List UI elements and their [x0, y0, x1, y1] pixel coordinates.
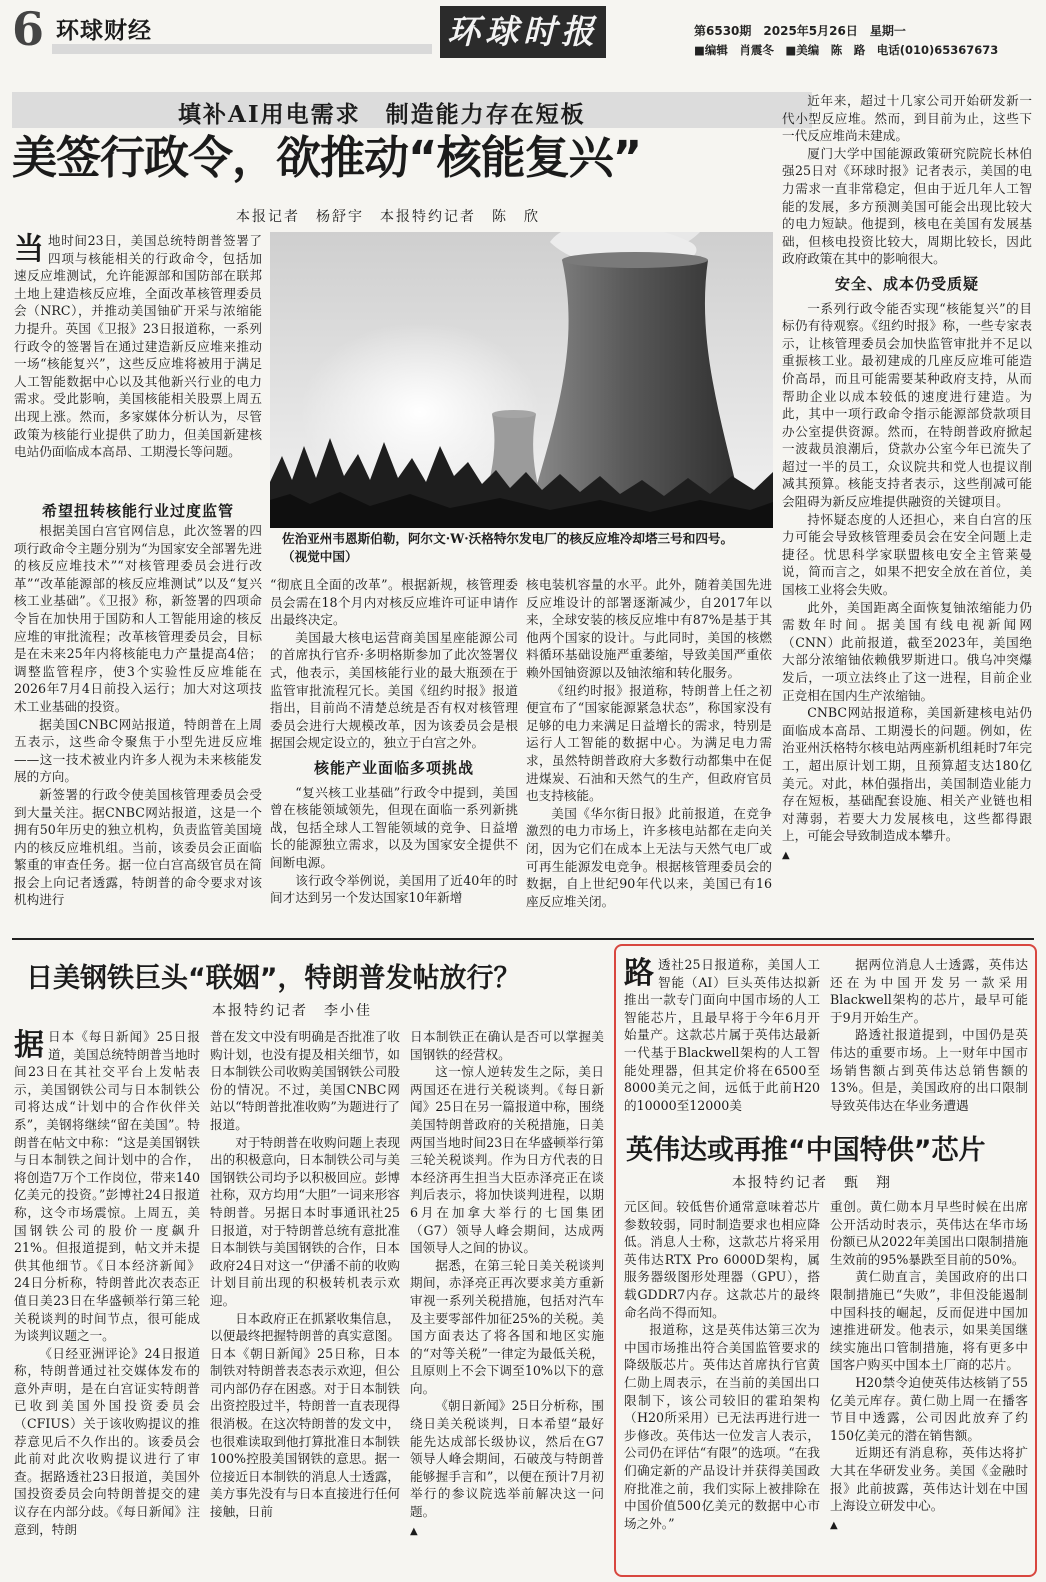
article2-col1: [14, 1028, 200, 1578]
article2-col3: [410, 1028, 604, 1578]
paragraph: 报道称，这是英伟达第三次为中国市场推出符合美国监管要求的降级版芯片。英伟达首席执行官黄仁勋上周表示，在当前的美国出口限制下，该公司较旧的霍珀架构（H20所采用）已无法再进行进一步修改。英伟达一位发言人表示，公司仍在评估“有限”的选项。“在我们确定新的产品设计并获得美国政府批准之前，我们实际上被排除在中国价值500亿美元的数据中心市场之外。”: [624, 1322, 820, 1531]
article1-headline: 美签行政令，欲推动“核能复兴”: [12, 131, 642, 184]
section-divider: [12, 938, 1034, 940]
paragraph: 普在发文中没有明确是否批准了收购计划，也没有提及相关细节，如日本制铁公司收购美国钢铁公司股份的情况。不过，美国CNBC网站以“特朗普批准收购”为题进行了报道。: [210, 1029, 400, 1132]
paragraph: 该行政令举例说，美国用了近40年的时间才达到另一个发达国家10年新增: [270, 872, 518, 906]
article1-col2: [270, 576, 518, 930]
paragraph: 日本《每日新闻》25日报道，美国总统特朗普当地时间23日在其社交平台上发帖表示，美国钢铁公司与日本制铁公司将达成“计划中的合作伙伴关系”，美钢将继续“留在美国”。特朗普在帖文中称：“这是美国钢铁与日本制铁之间计划中的合作，将创造7万个工作岗位，带来140亿美元的投资。”彭博社24日报道称，这令市场震惊。上周五，美国钢铁公司的股价一度飙升21%。但报道提到，帖文并未提供其他细节。《日本经济新闻》24日分析称，特朗普此次表态正值日美23日在华盛顿举行第三轮关税谈判的时间节点，很可能成为谈判议题之一。: [14, 1029, 200, 1344]
paragraph: 日本制铁正在确认是否可以掌握美国钢铁的经营权。: [410, 1029, 604, 1062]
section-title: 环球财经: [56, 18, 152, 44]
article1-dropcap: 当: [14, 232, 44, 267]
paragraph: 此外，美国距离全面恢复铀浓缩能力仍需数年时间。据美国有线电视新闻网（CNN）此前报道，截至2023年，美国绝大部分浓缩铀依赖俄罗斯进口。俄乌冲突爆发后，一项立法终止了这一进程，目前企业正竞相在国内生产浓缩铀。: [782, 599, 1032, 703]
article3-col2: [830, 1198, 1028, 1570]
end-mark: ▲: [410, 1525, 418, 1537]
article1-subhead-1: 希望扭转核能行业过度监管: [41, 502, 234, 520]
article1-col3: [526, 576, 772, 930]
paragraph: 黄仁勋直言，美国政府的出口限制措施已“失败”，非但没能遏制中国科技的崛起，反而促进中国加速推进研发。他表示，如果美国继续实施出口管制措施，将有更多中国客户购买中国本土厂商的芯片。: [830, 1269, 1028, 1373]
paragraph: 日本政府正在抓紧收集信息，以便最终把握特朗普的真实意图。日本《朝日新闻》25日称，日本制铁对特朗普表态表示欢迎，但公司内部仍存在困惑。对于日本制铁出资控股过半，特朗普一直表现得很消极。在这次特朗普的发文中，也很难读取到他打算批准日本制铁100%控股美国钢铁的意思。据一位接近日本制铁的消息人士透露，美方事先没有与日本直接进行任何接触，日前: [210, 1310, 400, 1520]
article1-subhead-3: 安全、成本仍受质疑: [834, 274, 979, 293]
article1-col1-bottom: [14, 522, 262, 930]
article3-byline: 本报特约记者 甄 翔: [732, 1175, 892, 1191]
paragraph: 美国《华尔街日报》此前报道，在竞争激烈的电力市场上，许多核电站都在走向关闭，因为它们在成本上无法与天然气电厂或可再生能源发电竞争。根据核管理委员会的数据，自上世纪90年代以来，美国已有16座反应堆关闭。: [526, 805, 772, 909]
paragraph: 持怀疑态度的人还担心，来自白宫的压力可能会导致核管理委员会在安全问题上走捷径。忧思科学家联盟核电安全主管莱曼说，简而言之，如果不把安全放在首位，美国核工业将会失败。: [782, 511, 1032, 598]
paragraph: 对于特朗普在收购问题上表现出的积极意向，日本制铁公司与美国钢铁公司均予以积极回应。彭博社称，双方均用“大胆”一词来形容特朗普。另据日本时事通讯社25日报道，对于特朗普总统有意批准日本制铁与美国钢铁的合作，日本政府24日对这一“伊潘不前的收购计划目前出现的积极转机表示欢迎。: [210, 1134, 400, 1308]
paragraph: 近年来，超过十几家公司开始研发新一代小型反应堆。然而，到目前为止，这些下一代反应堆尚未建成。: [782, 93, 1032, 144]
end-mark: ▲: [782, 849, 790, 861]
article2-col2: [210, 1028, 400, 1578]
article2-headline: 日美钢铁巨头“联姻”，特朗普发帖放行？: [26, 963, 521, 994]
paragraph: H20禁令迫使英伟达核销了55亿美元库存。黄仁勋上周一在播客节目中透露，公司因此放弃了约150亿美元的潜在销售额。: [830, 1374, 1028, 1443]
paragraph: 一系列行政令能否实现“核能复兴”的目标仍有待观察。《纽约时报》称，一些专家表示，让核管理委员会加快监管审批并不足以重振核工业。最初建成的几座反应堆可能造价高昂，而且可能需要某种政府支持，从而帮助企业以成本较低的速度进行建造。为此，其中一项行政命令指示能源部贷款项目办公室提供资源。然而，在特朗普政府掀起一波裁员浪潮后，贷款办公室今年已流失了超过一半的员工，众议院共和党人也提议削减其预算。核能支持者表示，这些削减可能会阻碍为新反应堆提供融资的关键项目。: [782, 300, 1032, 510]
editor-line: ■编辑 肖震冬 ■美编 陈 路 电话(010)65367673: [694, 43, 999, 57]
cooling-tower-photo: [270, 232, 773, 528]
newspaper-logo: 环球时报: [440, 6, 606, 58]
paragraph: 《朝日新闻》25日分析称，围绕日美关税谈判，日本希望“最好能先达成部长级协议，然后在G7领导人峰会期间，石破茂与特朗普能够握手言和”，以便在预计7月初举行的参议院选举前解决这一问题。: [410, 1398, 604, 1520]
issue-line: 第6530期 2025年5月26日 星期一: [694, 24, 906, 38]
paragraph: 美国最大核电运营商美国星座能源公司的首席执行官乔·多明格斯参加了此次签署仪式，他表示，美国核能行业的最大瓶颈在于监管审批流程冗长。美国《纽约时报》报道指出，目前尚不清楚总统是否有权对核管理委员会进行大规模改革，因为该委员会是根据国会规定设立的，独立于白宫之外。: [270, 629, 518, 751]
article3-headline: 英伟达或再推“中国特供”芯片: [626, 1135, 986, 1166]
article3-dropcap: 路: [624, 956, 654, 991]
paragraph: CNBC网站报道称，美国新建核电站仍面临成本高昂、工期漫长的问题。例如，佐治亚州沃格特尔核电站两座新机组耗时7年完工，超出原计划工期，且预算超支达180亿美元。对此，林伯强指出，美国制造业能力存在短板，基础配套设施、相关产业链也相对薄弱，若要大力发展核电，这些都得跟上，可能会导致制造成本攀升。: [782, 705, 1032, 844]
paragraph: 近期还有消息称，英伟达将扩大其在华研发业务。美国《金融时报》此前披露，英伟达计划在中国上海设立研发中心。: [830, 1445, 1028, 1514]
article1-col1-top: [14, 232, 262, 494]
article1-col4: [782, 92, 1032, 930]
paragraph: “复兴核工业基础”行政令中提到，美国曾在核能领域领先，但现在面临一系列新挑战，包括全球人工智能领域的竞争、日益增长的能源独立需求，以及为国家安全提供不间断电源。: [270, 784, 518, 870]
paragraph: 元区间。较低售价通常意味着芯片参数较弱，同时制造要求也相应降低。消息人士称，这款芯片将采用英伟达RTX Pro 6000D架构，属服务器级图形处理器（GPU），搭载GDDR7内存。这款芯片的最终命名尚不得而知。: [624, 1199, 820, 1320]
article1-byline: 本报记者 杨舒宇 本报特约记者 陈 欣: [236, 209, 540, 225]
paragraph: 路透社报道提到，中国仍是英伟达的重要市场。上一财年中国市场销售额占到英伟达总销售额的13%。但是，美国政府的出口限制导致英伟达在华业务遭遇: [830, 1027, 1028, 1113]
photo-caption: 佐治亚州韦恩斯伯勒，阿尔文·W·沃格特尔发电厂的核反应堆冷却塔三号和四号。 （视觉中国）: [282, 531, 778, 564]
paragraph: 据美国CNBC网站报道，特朗普在上周五表示，这些命令聚焦于小型先进反应堆——这一技术被业内许多人视为未来核能发展的方向。: [14, 716, 262, 785]
paragraph: 《日经亚洲评论》24日报道称，特朗普通过社交媒体发布的意外声明，是在白宫证实特朗普已收到美国外国投资委员会（CFIUS）关于该收购提议的推荐意见后不久作出的。该委员会此前对此次收购提议进行了审查。据路透社23日报道，美国外国投资委员会向特朗普提交的建议存在内部分歧。《每日新闻》注意到，特朗: [14, 1345, 200, 1537]
paragraph: 新签署的行政令使美国核管理委员会受到大量关注。据CNBC网站报道，这是一个拥有50年历史的独立机构，负责监管美国境内的核反应堆机组。当前，该委员会正面临繁重的审查任务。据一位白宫高级官员在简报会上向记者透露，特朗普的命令要求对该机构进行: [14, 786, 262, 908]
article2-byline: 本报特约记者 李小佳: [212, 1003, 372, 1019]
cooling-tower-image: [270, 232, 773, 528]
paragraph: 透社25日报道称，美国人工智能（AI）巨头英伟达拟新推出一款专门面向中国市场的人工智能芯片，且最早将于今年6月开始量产。这款芯片属于英伟达最新一代基于Blackwell架构的人工智能处理器，但其定价将在6500至8000美元之间，远低于此前H20的10000至12000美: [624, 957, 820, 1113]
article2-dropcap: 据: [14, 1028, 44, 1063]
header-gray-band: [52, 44, 432, 54]
article3-top-col2: [830, 956, 1028, 1124]
article1-subhead-2: 核能产业面临多项挑战: [313, 758, 474, 777]
page-number: 6: [12, 2, 45, 56]
article3-top-col1: [624, 956, 820, 1124]
header-bar: [0, 0, 1046, 68]
paragraph: 厦门大学中国能源政策研究院院长林伯强25日对《环球时报》记者表示，美国的电力需求一直非常稳定，但由于近几年人工智能的发展，多方预测美国可能会出现比较大的电力短缺。他提到，核电在美国有发展基础，但核电投资比较大，周期比较长，因此政府政策在其中的影响很大。: [782, 145, 1032, 267]
paragraph: 重创。黄仁勋本月早些时候在出席公开活动时表示，英伟达在华市场份额已从2022年美国出口限制措施生效前的95%暴跌至目前的50%。: [830, 1199, 1028, 1267]
paragraph: 这一惊人逆转发生之际，美日两国还在进行关税谈判。《每日新闻》25日在另一篇报道中称，围绕美国特朗普政府的关税措施，日美两国当地时间23日在华盛顿举行第三轮关税谈判。作为日方代表的日本经济再生担当大臣赤泽亮正在谈判后表示，将加快谈判进程，以期6月在加拿大举行的七国集团（G7）领导人峰会期间，达成两国领导人之间的协议。: [410, 1064, 604, 1256]
paragraph: 《纽约时报》报道称，特朗普上任之初便宣布了“国家能源紧急状态”，称国家没有足够的电力来满足日益增长的需求，特别是运行人工智能的数据中心。为满足电力需求，虽然特朗普政府大多数行动都集中在促进煤炭、石油和天然气的生产，但政府官员也支持核能。: [526, 682, 772, 804]
paragraph: 核电装机容量的水平。此外，随着美国先进反应堆设计的部署逐渐减少，自2017年以来，全球安装的核反应堆中有87%是基于其他两个国家的设计。与此同时，美国的核燃料循环基础设施严重萎缩，导致美国严重依赖外国铀资源以及铀浓缩和转化服务。: [526, 577, 772, 680]
paragraph: 据两位消息人士透露，英伟达还在为中国开发另一款采用Blackwell架构的芯片，最早可能于9月开始生产。: [830, 957, 1028, 1025]
paragraph: “彻底且全面的改革”。根据新规，核管理委员会需在18个月内对核反应堆许可证申请作出最终决定。: [270, 577, 518, 628]
paragraph: 地时间23日，美国总统特朗普签署了四项与核能相关的行政命令，包括加速反应堆测试，允许能源部和国防部在联邦土地上建造核反应堆，全面改革核管理委员会（NRC），并推动美国铀矿开采与浓缩能力提升。英国《卫报》23日报道称，一系列行政令的签署旨在通过建造新反应堆来推动一场“核能复兴”，这些反应堆将被用于满足人工智能数据中心以及其他新兴行业的电力需求。受此影响，美国核能相关股票上周五出现上涨。然而，多家媒体分析认为，尽管政策为核能行业提供了助力，但美国新建核电站仍面临成本高昂、工期漫长等问题。: [14, 233, 262, 460]
end-mark: ▲: [830, 1519, 838, 1531]
article1-kicker: 填补AI用电需求 制造能力存在短板: [178, 101, 586, 128]
paragraph: 根据美国白宫官网信息，此次签署的四项行政命令主题分别为“为国家安全部署先进的核反应堆技术”“对核管理委员会进行改革”“改革能源部的核反应堆测试”以及“复兴核工业基础”。《卫报》称，新签署的四项命令旨在加快用于国防和人工智能用途的核反应堆的审批流程；改革核管理委员会，目标是在未来25年内将核能电力产量提高4倍；调整监管程序，使3个实验性反应堆能在2026年7月4日前投入运行；加大对这项技术工业基础的投资。: [14, 523, 262, 714]
paragraph: 据悉，在第三轮日美关税谈判期间，赤泽亮正再次要求美方重新审视一系列关税措施，包括对汽车及主要零部件加征25%的关税。美国方面表达了将各国和地区实施的“对等关税”一律定为最低关税，且原则上不会下调至10%以下的意向。: [410, 1257, 604, 1396]
article3-col1: [624, 1198, 820, 1570]
